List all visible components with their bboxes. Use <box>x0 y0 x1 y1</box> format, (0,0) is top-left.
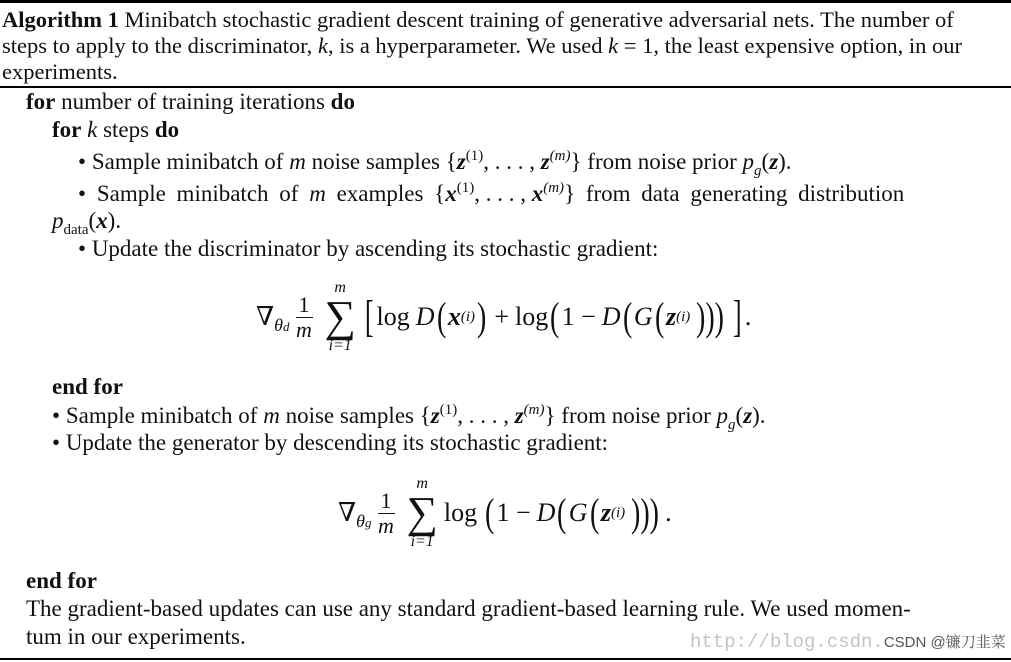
var-m: m <box>263 403 280 428</box>
summation <box>325 280 356 354</box>
inner-step-sample-data <box>78 180 1010 207</box>
summation <box>407 476 438 550</box>
nabla-symbol: ∇ <box>256 302 275 331</box>
subscript: g <box>728 417 736 433</box>
step-text: noise samples { <box>279 403 431 428</box>
var-m: m <box>289 149 306 174</box>
loop-text: number of training iterations <box>55 89 331 114</box>
outer-loop-header <box>26 89 355 115</box>
theta: θ <box>356 510 365 531</box>
bullet-icon: • <box>52 403 61 428</box>
outer-loop-end: end for <box>26 568 97 593</box>
var-k: k <box>608 33 619 58</box>
numerator: 1 <box>378 489 395 514</box>
var-z: z <box>600 498 611 527</box>
step-text: } from data generating distribution <box>564 181 905 206</box>
subscript: g <box>754 163 762 179</box>
var-x: x <box>447 302 461 331</box>
numerator: 1 <box>296 293 313 318</box>
bullet-icon: • <box>78 181 87 206</box>
step-text: ). <box>778 149 792 174</box>
subscript: data <box>63 222 89 238</box>
step-text: Update the discriminator by ascending its stochastic gradient: <box>86 236 659 261</box>
var-x: x <box>96 208 108 233</box>
theta-subscript <box>274 315 289 336</box>
var-m: m <box>309 181 326 206</box>
step-text: ). <box>107 208 122 233</box>
step-part <box>78 180 904 207</box>
keyword-do: do <box>154 117 180 142</box>
step-text: examples { <box>325 181 446 206</box>
left-bracket: [ <box>364 292 374 341</box>
sum-upper: m <box>334 279 346 296</box>
denominator: m <box>296 316 312 342</box>
step-text: Sample minibatch of <box>60 403 264 428</box>
subscript: g <box>365 514 372 530</box>
top-rule <box>0 0 1011 3</box>
paren: ( <box>589 490 599 535</box>
var-z: z <box>743 403 753 428</box>
footer-line2: tum in our experiments. <box>26 624 246 649</box>
sum-lower: i=1 <box>328 337 352 354</box>
superscript: (i) <box>610 504 626 521</box>
inner-loop-header <box>52 117 179 143</box>
keyword-for: for <box>52 117 82 142</box>
paren: ( <box>436 294 446 339</box>
right-bracket: ] <box>733 292 742 341</box>
step-text: Sample minibatch of <box>86 149 290 174</box>
nabla-symbol: ∇ <box>338 498 357 527</box>
func-D: D <box>415 302 435 331</box>
one-minus: 1 − <box>496 498 531 527</box>
denominator: m <box>378 512 394 538</box>
superscript: (1) <box>439 402 458 418</box>
step-text: ). <box>752 403 766 428</box>
superscript: (m) <box>523 402 545 418</box>
var-x: x <box>531 181 544 206</box>
caption-text: steps to apply to the discriminator, <box>2 33 318 58</box>
keyword-for: for <box>26 89 56 114</box>
caption-text: Minibatch stochastic gradient descent training of generative adversarial nets. The number of <box>124 7 954 32</box>
step-text: } from noise prior <box>544 403 717 428</box>
inner-loop-end: end for <box>52 374 123 399</box>
plus: + <box>494 302 510 331</box>
caption-text: , is a hyperparameter. We used <box>327 33 609 58</box>
var-p: p <box>716 403 729 428</box>
ellipsis: , . . . , <box>474 181 532 206</box>
watermark-label: CSDN @镰刀韭菜 <box>883 634 1006 651</box>
subscript: d <box>283 318 290 334</box>
func-G: G <box>633 302 653 331</box>
superscript: (m) <box>543 180 565 196</box>
inner-step-sample-data-cont <box>52 208 121 239</box>
paren: ))) <box>631 490 660 535</box>
step-text: Update the generator by descending its stochastic gradient: <box>60 430 609 455</box>
algorithm-label: Algorithm 1 <box>2 7 119 32</box>
caption-text: = 1, the least expensive option, in our <box>618 33 962 58</box>
var-x: x <box>445 181 457 206</box>
superscript: (m) <box>549 148 571 164</box>
paren: ( <box>485 490 495 535</box>
var-z: z <box>514 403 524 428</box>
sigma-icon: ∑ <box>324 292 356 341</box>
watermark <box>690 631 1006 653</box>
var-z: z <box>540 149 550 174</box>
outer-step-update-generator <box>52 430 608 456</box>
period: . <box>744 302 752 331</box>
func-D: D <box>601 302 621 331</box>
sum-lower: i=1 <box>410 533 434 550</box>
inner-step-sample-noise <box>78 148 792 180</box>
period: . <box>665 498 672 527</box>
keyword-do: do <box>330 89 355 114</box>
theta-subscript <box>356 511 371 532</box>
algorithm-caption-line3: experiments. <box>2 59 118 84</box>
paren: ( <box>88 208 97 233</box>
bottom-rule <box>0 658 1011 660</box>
footer-line1: The gradient-based updates can use any standard gradient-based learning rule. We used momen- <box>26 596 911 621</box>
log: log <box>515 302 549 331</box>
var-k: k <box>317 33 328 58</box>
one-minus: 1 − <box>561 302 596 331</box>
paren: ( <box>557 490 567 535</box>
var-z: z <box>666 302 677 331</box>
bullet-icon: • <box>78 236 87 261</box>
superscript: (1) <box>465 148 484 164</box>
sigma-icon: ∑ <box>406 488 438 537</box>
algorithm-caption-line1 <box>2 6 954 33</box>
watermark-url: http://blog.csdn. <box>690 631 884 653</box>
superscript: (1) <box>456 180 475 196</box>
fraction <box>378 489 395 538</box>
superscript: (i) <box>460 308 476 325</box>
caption-rule <box>0 86 1011 88</box>
step-text: noise samples { <box>305 149 457 174</box>
discriminator-gradient-equation <box>256 272 751 362</box>
paren: ))) <box>696 294 725 339</box>
paren: ( <box>622 294 632 339</box>
var-z: z <box>430 403 440 428</box>
var-p: p <box>52 208 64 233</box>
func-G: G <box>568 498 588 527</box>
algorithm-caption-line2 <box>2 32 962 59</box>
step-text: } from noise prior <box>570 149 743 174</box>
paren: ) <box>477 294 487 339</box>
var-p: p <box>742 149 755 174</box>
fraction <box>296 293 313 342</box>
bullet-icon: • <box>78 149 87 174</box>
sum-upper: m <box>416 475 428 492</box>
paren: ( <box>761 149 770 174</box>
superscript: (i) <box>676 308 691 325</box>
generator-gradient-equation <box>338 470 672 556</box>
ellipsis: , . . . , <box>457 403 515 428</box>
var-z: z <box>769 149 779 174</box>
paren: ( <box>550 294 560 339</box>
step-text: Sample minibatch of <box>86 181 310 206</box>
theta: θ <box>274 314 283 335</box>
paren: ( <box>654 294 665 339</box>
log: log <box>376 302 410 331</box>
ellipsis: , . . . , <box>483 149 541 174</box>
var-z: z <box>456 149 466 174</box>
var-k: k <box>87 117 98 142</box>
paren: ( <box>735 403 744 428</box>
log: log <box>443 498 478 527</box>
func-D: D <box>536 498 556 527</box>
loop-text: steps <box>97 117 155 142</box>
bullet-icon: • <box>52 430 61 455</box>
inner-step-update-discriminator <box>78 236 658 262</box>
